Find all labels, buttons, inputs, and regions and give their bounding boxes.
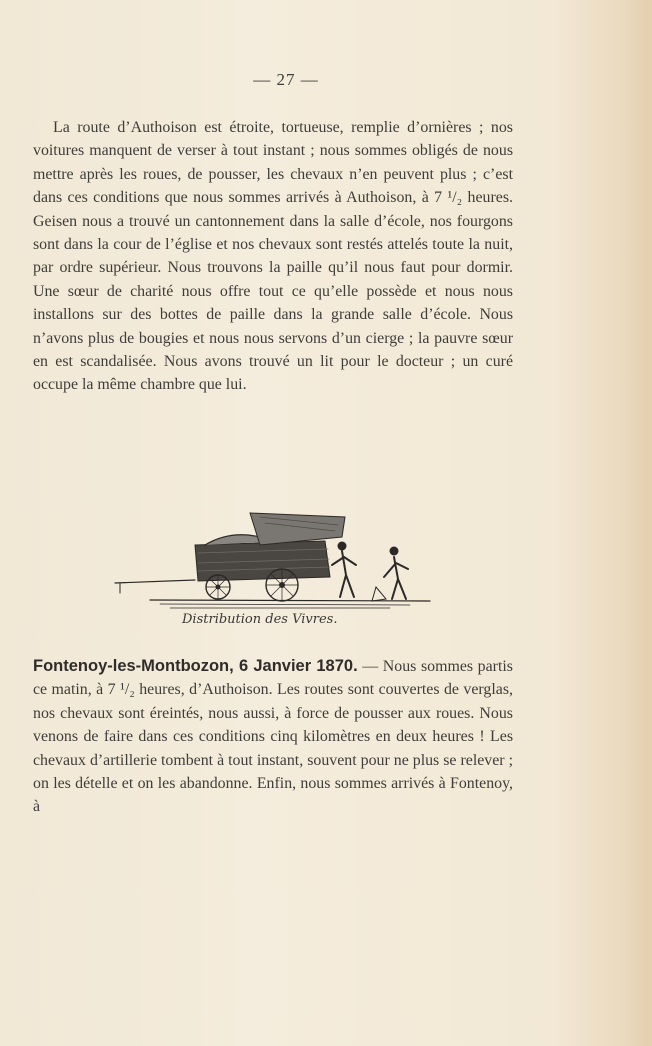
page-number: — 27 — [253,70,319,89]
paragraph-fontenoy-body: — Nous sommes partis ce matin, à 7 ¹/₂ heures, d’Authoison. Les routes sont couvertes de verglas, nos chevaux sont éreintés, nous aussi, à force de pousser aux roues. Nous venons de faire dans ces conditions cinq kilomètres en deux heures ! Les chevaux d’artillerie tombent à tout instant, souvent pour ne plus se relever ; on les dételle et on les abandonne. Enfin, nous sommes arrivés à Fontenoy, à [33,658,513,816]
date-heading: Fontenoy-les-Montbozon, 6 Janvier 1870. [33,657,358,675]
paragraph-authoison: La route d’Authoison est étroite, tortueuse, remplie d’ornières ; nos voitures manquent de verser à tout instant ; nous sommes obligés de nous mettre après les roues, de pousser, les chevaux n’en peuvent plus ; c’est dans ces conditions que nous sommes arrivés à Authoison, à 7 ¹/₂ heures. Geisen nous a trouvé un cantonnement dans la salle d’école, nos fourgons sont dans la cour de l’église et nos chevaux sont restés attelés toute la nuit, par ordre supérieur. Nous trouvons la paille qu’il nous faut pour dormir. Une sœur de charité nous offre tout ce qu’elle possède et nous nous installons sur des bottes de paille dans la grande salle d’école. Nous n’avons plus de bougies et nous nous servons d’un cierge ; la pauvre sœur en est scandalisée. Nous avons trouvé un lit pour le docteur ; un curé occupe la même chambre que lui. [33,119,513,394]
illustration-caption: Distribution des Vivres. [182,612,338,627]
paragraph-fontenoy [33,655,513,819]
